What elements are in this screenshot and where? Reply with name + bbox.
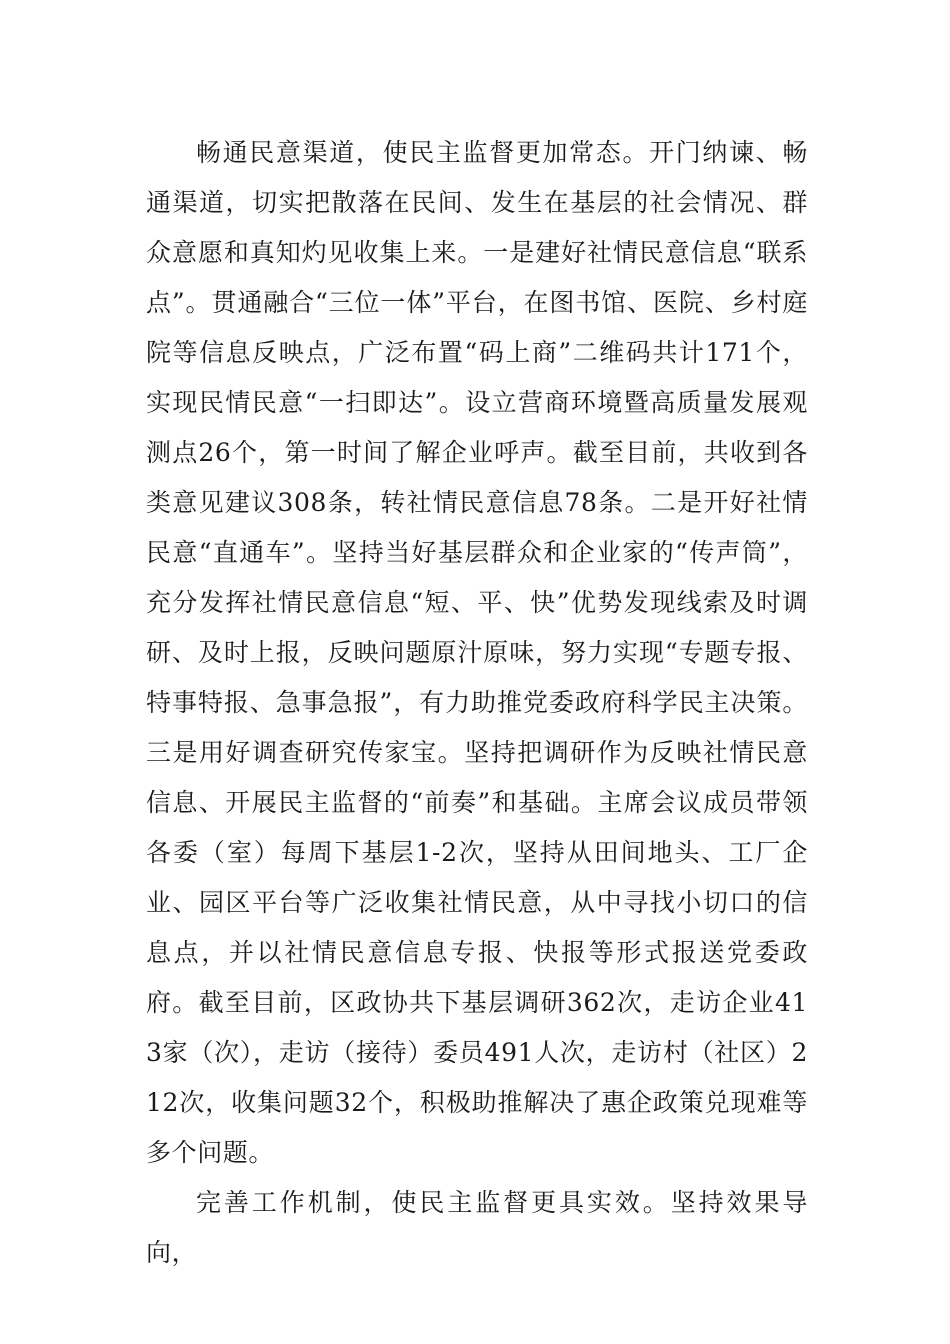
document-body — [146, 128, 808, 1278]
paragraph-2: 完善工作机制，使民主监督更具实效。坚持效果导向， — [146, 1188, 808, 1267]
paragraph-1: 畅通民意渠道，使民主监督更加常态。开门纳谏、畅通渠道，切实把散落在民间、发生在基层的社会情况、群众意愿和真知灼见收集上来。一是建好社情民意信息“联系点”。贯通融合“三位一体”平台，在图书馆、医院、乡村庭院等信息反映点，广泛布置“码上商”二维码共计171个，实现民情民意“一扫即达”。设立营商环境暨高质量发展观测点26个，第一时间了解企业呼声。截至目前，共收到各类意见建议308条，转社情民意信息78条。二是开好社情民意“直通车”。坚持当好基层群众和企业家的“传声筒”，充分发挥社情民意信息“短、平、快”优势发现线索及时调研、及时上报，反映问题原汁原味，努力实现“专题专报、特事特报、急事急报”，有力助推党委政府科学民主决策。三是用好调查研究传家宝。坚持把调研作为反映社情民意信息、开展民主监督的“前奏”和基础。主席会议成员带领各委（室）每周下基层1-2次，坚持从田间地头、工厂企业、园区平台等广泛收集社情民意，从中寻找小切口的信息点，并以社情民意信息专报、快报等形式报送党委政府。截至目前，区政协共下基层调研362次，走访企业413家（次），走访（接待）委员491人次，走访村（社区）212次，收集问题32个，积极助推解决了惠企政策兑现难等多个问题。 — [146, 138, 808, 1167]
